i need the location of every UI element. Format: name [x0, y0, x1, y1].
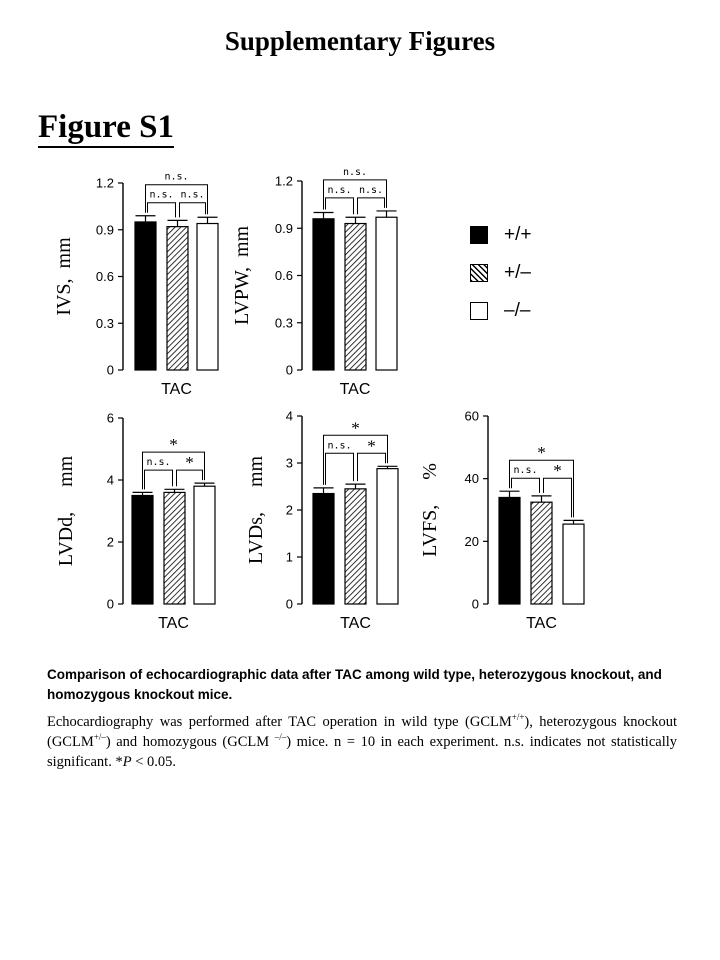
bar-heterozygous [164, 492, 185, 604]
significance-bracket [326, 198, 354, 214]
significance-label: n.s. [342, 166, 368, 178]
caption-text: ) and homozygous (GCLM [105, 734, 275, 750]
bar-wild-type [313, 494, 334, 604]
caption-superscript: –/– [274, 732, 287, 743]
bar-heterozygous [345, 489, 366, 604]
caption-superscript: +/+ [511, 712, 525, 723]
y-tick-label: 1.2 [274, 173, 293, 189]
chart-panel-1 [53, 172, 218, 398]
significance-label: * [185, 453, 194, 473]
bar-wild-type [499, 497, 520, 604]
bar-wild-type [132, 496, 153, 605]
legend-swatch-hatched [470, 264, 488, 282]
chart-panel-4 [245, 409, 398, 633]
bar-homozygous [376, 217, 397, 370]
bar-homozygous [194, 486, 215, 604]
y-tick-label: 0.3 [274, 315, 293, 331]
caption-body [47, 712, 677, 772]
y-tick-label: 20 [464, 533, 479, 549]
legend-swatch-white [470, 302, 488, 320]
legend-item-wild-type [470, 222, 590, 260]
caption-superscript: +/– [93, 732, 106, 743]
legend-label: –/– [504, 300, 531, 321]
y-tick-label: 0 [471, 596, 479, 612]
bar-homozygous [377, 469, 398, 604]
y-tick-label: 0.9 [95, 222, 114, 238]
caption-italic-p: P [122, 754, 132, 770]
figure-label: Figure S1 [38, 108, 174, 148]
caption-text: ) mice. n = 10 in each experiment. n.s. indicates not statistically significant. * [47, 734, 678, 770]
legend-label: +/+ [504, 224, 532, 245]
chart-panel-3 [55, 411, 215, 633]
legend-item-heterozygous [470, 260, 590, 298]
y-tick-label: 0 [106, 362, 114, 378]
significance-label: n.s. [146, 457, 171, 469]
significance-label: n.s. [180, 189, 205, 201]
chart-panel-2 [231, 167, 397, 398]
x-axis-label: TAC [340, 615, 371, 632]
significance-label: n.s. [327, 440, 352, 452]
bar-heterozygous [167, 227, 188, 370]
significance-bracket [145, 470, 173, 489]
significance-label: n.s. [164, 171, 189, 183]
page-heading: Supplementary Figures [224, 26, 496, 56]
x-axis-label: TAC [158, 615, 189, 632]
y-tick-label: 1.2 [95, 175, 114, 191]
x-axis-label: TAC [339, 381, 371, 398]
significance-label: * [351, 418, 360, 438]
y-tick-label: 3 [285, 455, 293, 471]
y-tick-label: 2 [106, 534, 114, 550]
y-tick-label: 0 [285, 596, 293, 612]
bar-wild-type [135, 222, 156, 370]
caption-text: < 0.05. [131, 754, 177, 770]
x-axis-label: TAC [526, 615, 557, 632]
y-tick-label: 4 [285, 408, 293, 424]
y-axis-label: LVDs, mm [245, 455, 267, 565]
caption-text: Echocardiography was performed after TAC operation in wild type (GCLM [47, 714, 512, 730]
legend [470, 222, 590, 336]
y-axis-label: IVS, mm [53, 237, 75, 316]
significance-label: n.s. [149, 189, 174, 201]
y-axis-label: LVDd, mm [55, 455, 77, 567]
y-tick-label: 1 [285, 549, 293, 565]
bar-heterozygous [531, 502, 552, 604]
y-tick-label: 0.6 [274, 268, 293, 283]
significance-bracket [358, 198, 385, 214]
significance-label: n.s. [358, 184, 384, 196]
y-tick-label: 0 [106, 596, 114, 612]
y-tick-label: 40 [464, 471, 479, 487]
significance-label: * [169, 435, 178, 455]
y-tick-label: 0.6 [95, 269, 114, 284]
bar-wild-type [313, 219, 334, 370]
y-tick-label: 4 [106, 472, 114, 488]
y-tick-label: 0.9 [274, 220, 293, 236]
significance-bracket [180, 203, 206, 218]
legend-swatch-black [470, 226, 488, 244]
legend-item-homozygous [470, 298, 590, 336]
y-tick-label: 2 [285, 502, 293, 518]
y-tick-label: 6 [106, 410, 114, 426]
y-axis-label: LVFS, % [419, 463, 441, 557]
significance-label: n.s. [327, 184, 352, 196]
significance-label: n.s. [513, 465, 538, 477]
y-tick-label: 0.3 [95, 315, 114, 331]
caption-title: Comparison of echocardiographic data after TAC among wild type, heterozygous knockout, and homozygous knockout mice. [47, 667, 662, 702]
significance-label: * [537, 443, 546, 463]
y-tick-label: 60 [464, 408, 479, 424]
y-axis-label: LVPW, mm [231, 225, 253, 326]
bar-heterozygous [345, 224, 366, 370]
significance-bracket [177, 470, 203, 486]
x-axis-label: TAC [161, 381, 192, 398]
chart-panel-5 [419, 409, 584, 633]
bar-homozygous [563, 524, 584, 604]
bar-homozygous [197, 224, 218, 370]
legend-label: +/– [504, 262, 531, 283]
significance-bracket [326, 453, 354, 485]
significance-label: * [553, 461, 562, 481]
caption-text: ), heterozygous knockout (GCLM [47, 714, 677, 750]
significance-label: * [367, 436, 376, 456]
y-tick-label: 0 [285, 362, 293, 378]
